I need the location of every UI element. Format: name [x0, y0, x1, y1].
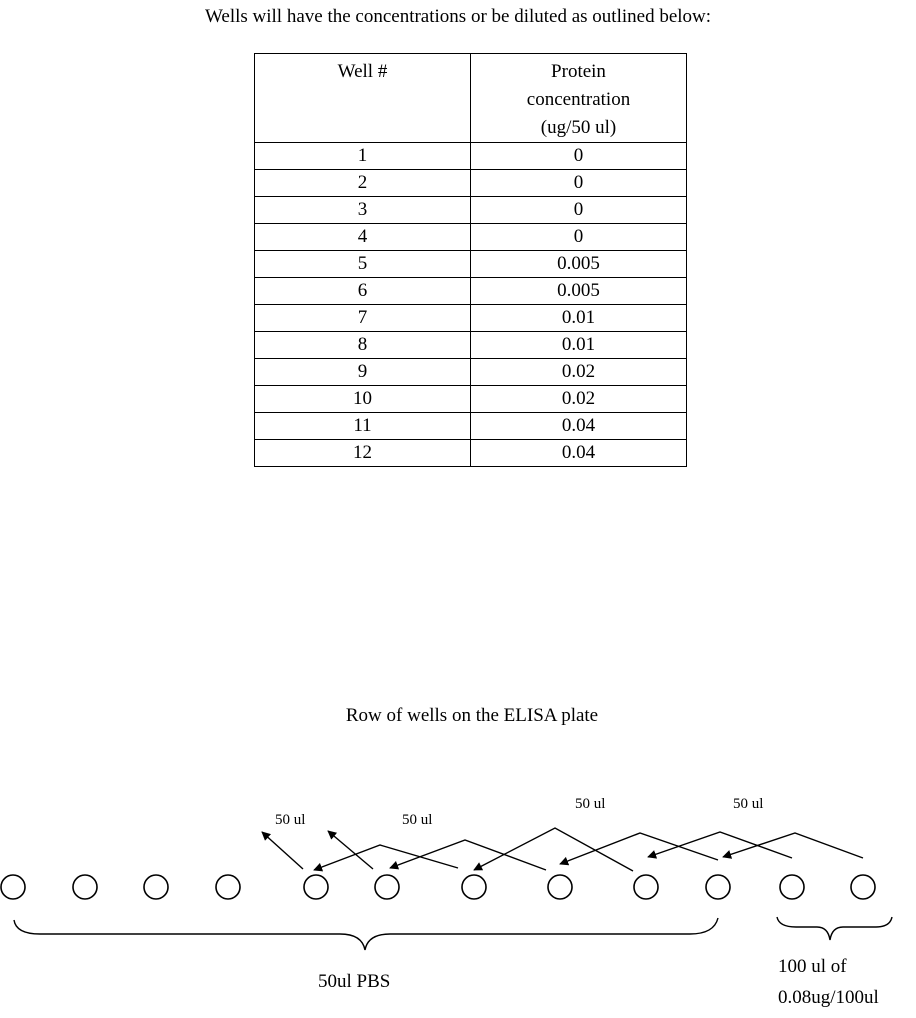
concentration-cell: 0.005 [471, 278, 687, 305]
well-12 [851, 875, 875, 899]
well-number-cell: 11 [255, 413, 471, 440]
concentration-cell: 0.04 [471, 440, 687, 467]
well-number-cell: 6 [255, 278, 471, 305]
well-number-cell: 1 [255, 143, 471, 170]
well-number-cell: 4 [255, 224, 471, 251]
concentration-cell: 0 [471, 143, 687, 170]
well-6 [375, 875, 399, 899]
well-number-cell: 3 [255, 197, 471, 224]
well-number-cell: 8 [255, 332, 471, 359]
well-number-cell: 2 [255, 170, 471, 197]
concentration-cell: 0 [471, 197, 687, 224]
well-number-cell: 7 [255, 305, 471, 332]
well-9 [634, 875, 658, 899]
header-line: concentration [526, 89, 631, 110]
well-1 [1, 875, 25, 899]
well-4 [216, 875, 240, 899]
well-8 [548, 875, 572, 899]
stock-label-line2: 0.08ug/100ul [778, 987, 879, 1008]
transfer-label: 50 ul [733, 796, 764, 812]
transfer-arrow-7-to-5 [314, 845, 458, 870]
transfer-arrow-10-to-8 [560, 833, 718, 864]
well-2 [73, 875, 97, 899]
plate-diagram-title: Row of wells on the ELISA plate [345, 705, 599, 726]
stock-brace [777, 917, 892, 940]
well-5 [304, 875, 328, 899]
transfer-label: 50 ul [575, 796, 606, 812]
discard-arrow-well-5 [262, 832, 303, 869]
pbs-brace [14, 918, 718, 950]
concentration-cell: 0.01 [471, 332, 687, 359]
header-line: (ug/50 ul) [540, 117, 617, 138]
well-7 [462, 875, 486, 899]
concentration-cell: 0.02 [471, 386, 687, 413]
well-3 [144, 875, 168, 899]
transfer-arrow-11-to-9 [648, 832, 792, 858]
well-11 [780, 875, 804, 899]
transfer-label: 50 ul [402, 812, 433, 828]
well-row [1, 875, 875, 899]
concentration-cell: 0.01 [471, 305, 687, 332]
transfer-arrows [262, 828, 863, 871]
transfer-label: 50 ul [275, 812, 306, 828]
header-well-number: Well # [255, 54, 471, 143]
well-number-cell: 12 [255, 440, 471, 467]
well-number-cell: 10 [255, 386, 471, 413]
well-number-cell: 9 [255, 359, 471, 386]
well-10 [706, 875, 730, 899]
stock-label-line1: 100 ul of [778, 956, 847, 977]
well-number-cell: 5 [255, 251, 471, 278]
concentration-cell: 0 [471, 224, 687, 251]
pbs-label: 50ul PBS [318, 971, 391, 992]
concentration-cell: 0.04 [471, 413, 687, 440]
concentration-cell: 0 [471, 170, 687, 197]
transfer-arrow-9-to-7 [474, 828, 633, 871]
intro-text: Wells will have the concentrations or be diluted as outlined below: [204, 6, 712, 27]
header-line: Protein [551, 61, 606, 82]
transfer-arrow-12-to-10 [723, 833, 863, 858]
concentration-cell: 0.02 [471, 359, 687, 386]
concentration-cell: 0.005 [471, 251, 687, 278]
